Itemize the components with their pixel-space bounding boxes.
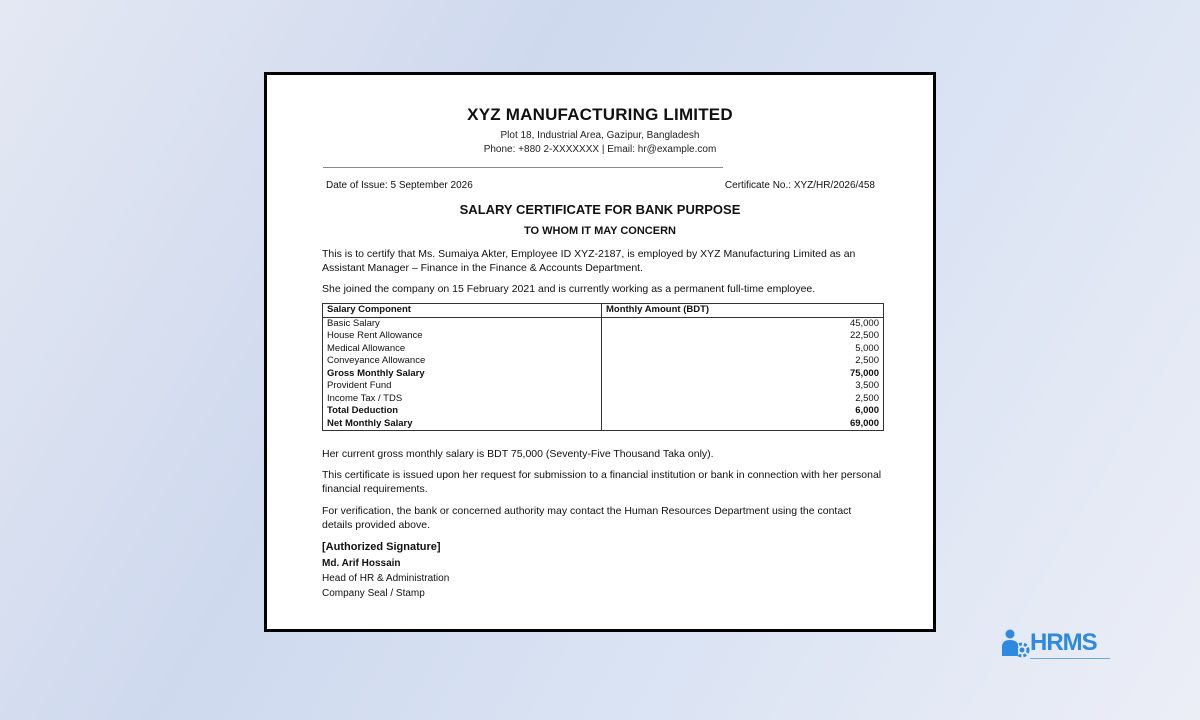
certificate-number: Certificate No.: XYZ/HR/2026/458 [724, 180, 875, 191]
salary-component-cell: Provident Fund [323, 380, 602, 393]
table-row [323, 418, 884, 431]
document-title: SALARY CERTIFICATE FOR BANK PURPOSE [459, 202, 741, 217]
column-header-amount: Monthly Amount (BDT) [602, 304, 884, 318]
salary-component-cell: Gross Monthly Salary [323, 368, 602, 381]
company-name: XYZ MANUFACTURING LIMITED [467, 105, 733, 124]
salary-certificate-document [264, 72, 936, 632]
table-row [323, 355, 884, 368]
salary-component-cell: Basic Salary [323, 317, 602, 330]
salary-component-cell: Medical Allowance [323, 343, 602, 356]
table-row [323, 380, 884, 393]
table-row [323, 368, 884, 381]
person-gear-icon [1000, 628, 1032, 660]
company-seal: Company Seal / Stamp [322, 588, 425, 599]
column-header-component: Salary Component [323, 304, 602, 318]
monthly-amount-cell: 3,500 [602, 380, 884, 393]
monthly-amount-cell: 6,000 [602, 405, 884, 418]
monthly-amount-cell: 45,000 [602, 317, 884, 330]
monthly-amount-cell: 2,500 [602, 355, 884, 368]
salutation: TO WHOM IT MAY CONCERN [524, 225, 676, 237]
salary-component-cell: Total Deduction [323, 405, 602, 418]
employment-paragraph: This is to certify that Ms. Sumaiya Akter, Employee ID XYZ-2187, is employed by XYZ Manufacturing Limited as an Assistant Manager – Finance in the Finance & Accounts Department. [322, 248, 856, 274]
logo-underline [1030, 658, 1110, 659]
salary-component-cell: Income Tax / TDS [323, 393, 602, 406]
monthly-amount-cell: 2,500 [602, 393, 884, 406]
table-row [323, 405, 884, 418]
table-row [323, 393, 884, 406]
table-row [323, 317, 884, 330]
date-of-issue: Date of Issue: 5 September 2026 [326, 180, 473, 191]
table-row [323, 330, 884, 343]
monthly-amount-cell: 22,500 [602, 330, 884, 343]
signature-label: [Authorized Signature] [322, 541, 441, 553]
signatory-role: Head of HR & Administration [322, 573, 450, 584]
monthly-amount-cell: 69,000 [602, 418, 884, 431]
logo-text: HRMS [1030, 629, 1097, 656]
company-contact: Phone: +880 2-XXXXXXX | Email: hr@example.com [483, 144, 717, 155]
salary-component-cell: Conveyance Allowance [323, 355, 602, 368]
salary-table [322, 303, 884, 431]
joining-paragraph: She joined the company on 15 February 2021 and is currently working as a permanent full-time employee. [322, 283, 816, 295]
table-row [323, 343, 884, 356]
hrms-logo [1000, 628, 1112, 662]
signatory-name: Md. Arif Hossain [322, 558, 401, 569]
monthly-amount-cell: 5,000 [602, 343, 884, 356]
salary-component-cell: Net Monthly Salary [323, 418, 602, 431]
header-divider [323, 167, 723, 168]
monthly-amount-cell: 75,000 [602, 368, 884, 381]
salary-table-header [323, 304, 884, 318]
salary-component-cell: House Rent Allowance [323, 330, 602, 343]
verification-paragraph: For verification, the bank or concerned authority may contact the Human Resources Department using the contact details provided above. [322, 505, 852, 531]
purpose-paragraph: This certificate is issued upon her request for submission to a financial institution or bank in connection with her personal financial requirements. [322, 469, 882, 495]
gross-salary-paragraph: Her current gross monthly salary is BDT 75,000 (Seventy-Five Thousand Taka only). [322, 448, 714, 460]
company-address: Plot 18, Industrial Area, Gazipur, Bangladesh [500, 130, 700, 141]
